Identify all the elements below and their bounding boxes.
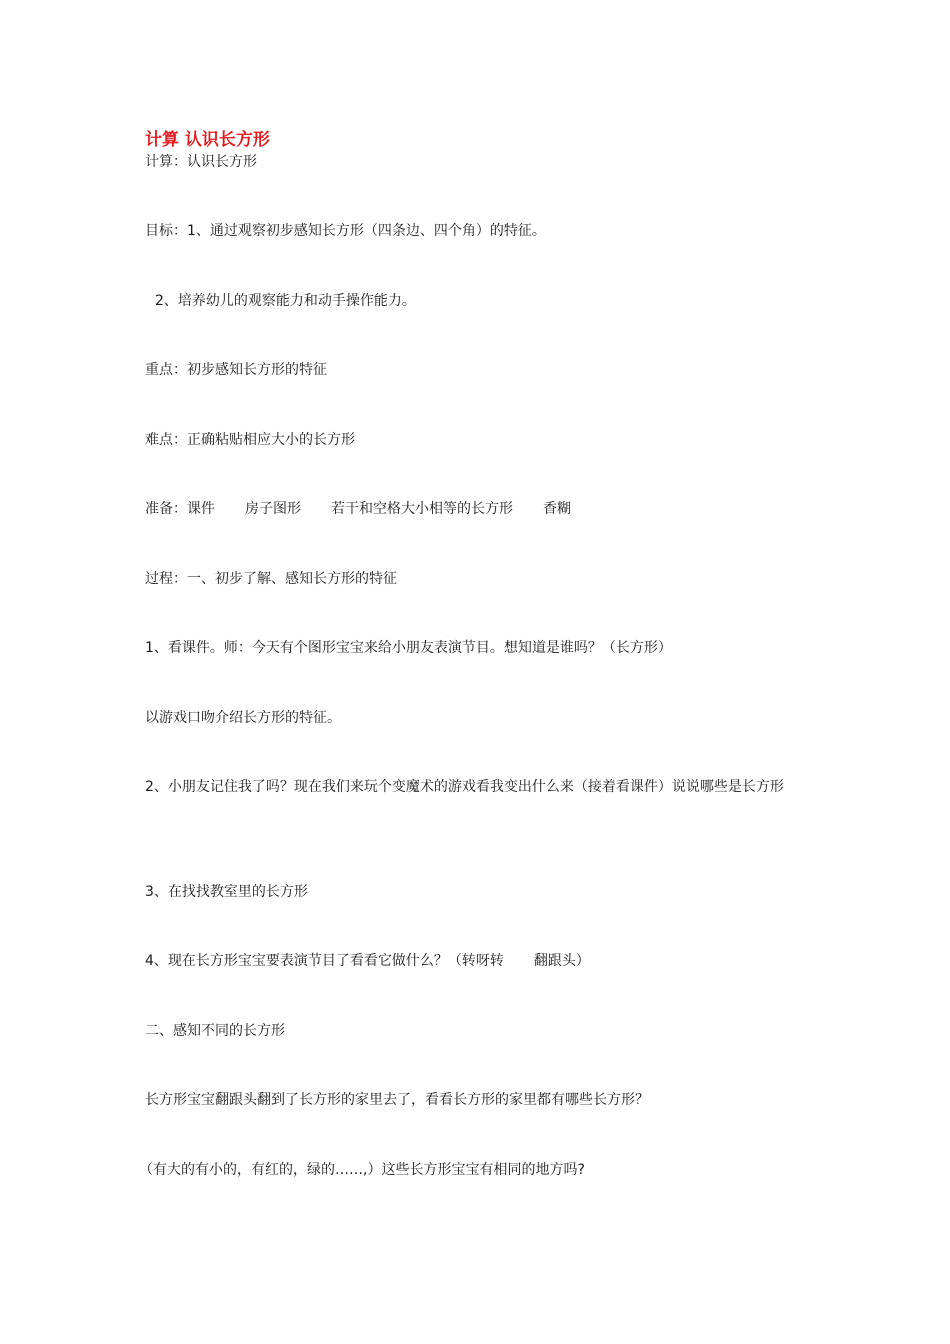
- prep-item-house: 房子图形: [245, 501, 301, 517]
- step-1b: 以游戏口吻介绍长方形的特征。: [145, 710, 341, 726]
- preparation: [145, 499, 571, 519]
- goal-1: 目标：1、通过观察初步感知长方形（四条边、四个角）的特征。: [145, 223, 546, 239]
- step-3: 3、在找找教室里的长方形: [145, 884, 308, 900]
- part-2-paragraph-1: 长方形宝宝翻跟头翻到了长方形的家里去了，看看长方形的家里都有哪些长方形？: [145, 1092, 649, 1108]
- key-point: 重点：初步感知长方形的特征: [145, 362, 327, 378]
- step-1: 1、看课件。师：今天有个图形宝宝来给小朋友表演节目。想知道是谁吗？（长方形）: [145, 640, 672, 656]
- prep-item-paste: 香糊: [543, 501, 571, 517]
- step-2: 2、小朋友记住我了吗？现在我们来玩个变魔术的游戏看我变出什么来（接着看课件）说说哪些是长方形: [145, 779, 784, 795]
- goal-2: 2、培养幼儿的观察能力和动手操作能力。: [155, 293, 416, 309]
- prep-item-rectangles: 若干和空格大小相等的长方形: [331, 501, 513, 517]
- step-4-text: 4、现在长方形宝宝要表演节目了看看它做什么？（转呀转: [145, 953, 504, 969]
- step-4: [145, 951, 590, 971]
- step-4-tail: 翻跟头）: [533, 953, 590, 969]
- subtitle: 计算：认识长方形: [145, 154, 257, 170]
- prep-label: 准备：课件: [145, 501, 215, 517]
- difficulty: 难点：正确粘贴相应大小的长方形: [145, 432, 355, 448]
- process-title: 过程：一、初步了解、感知长方形的特征: [145, 571, 397, 587]
- document-title: 计算 认识长方形: [145, 130, 270, 150]
- part-2-title: 二、感知不同的长方形: [145, 1023, 285, 1039]
- part-2-paragraph-2: （有大的有小的，有红的，绿的……,）这些长方形宝宝有相同的地方吗?: [139, 1162, 585, 1178]
